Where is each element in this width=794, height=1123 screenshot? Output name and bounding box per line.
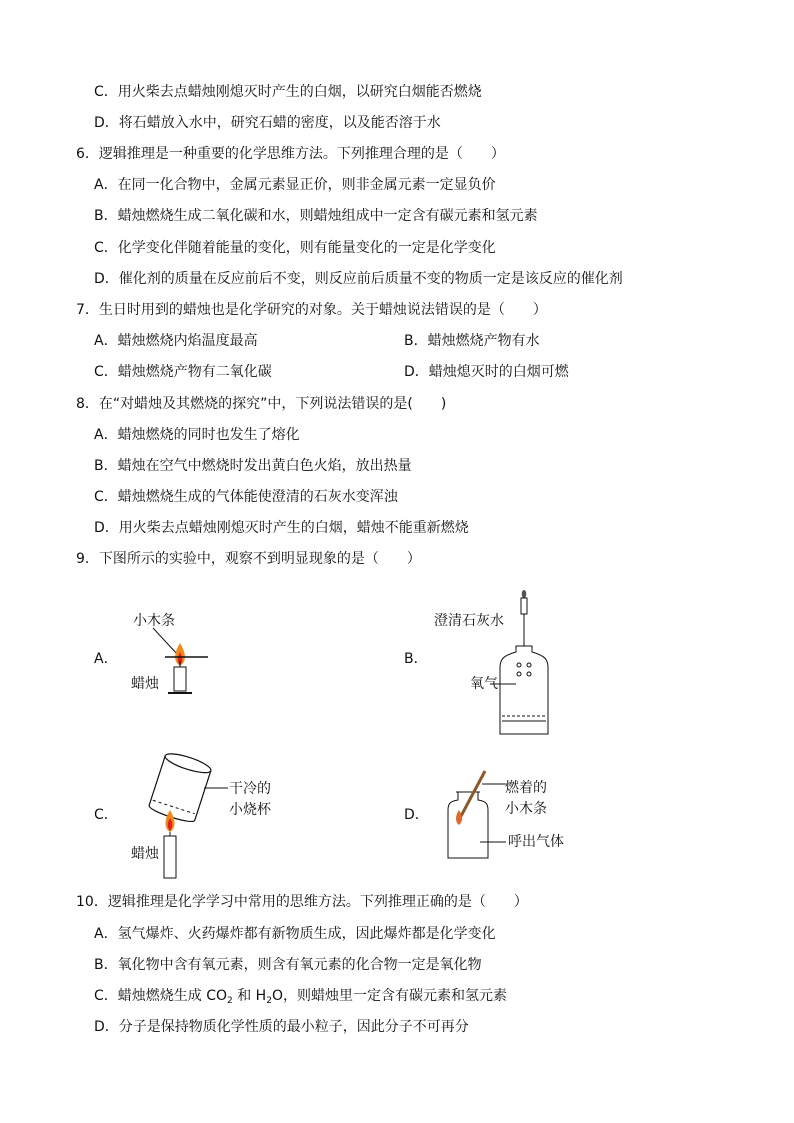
fig-c-candle-label: 蜡烛 [131,846,159,862]
q8-option-b: B．蜡烛在空气中燃烧时发出黄白色火焰，放出热量 [94,458,412,474]
fig-b-oxygen-label: 氧气 [470,676,498,692]
q6-option-c: C．化学变化伴随着能量的变化，则有能量变化的一定是化学变化 [94,240,496,256]
q6-option-a: A．在同一化合物中，金属元素显正价，则非金属元素一定显负价 [94,177,496,193]
fig-a-stick-label: 小木条 [133,613,175,629]
q10-option-b: B．氧化物中含有氧元素，则含有氧元素的化合物一定是氧化物 [94,957,482,973]
question-9: 9．下图所示的实验中，观察不到明显现象的是（ ） [76,551,421,567]
question-7: 7．生日时用到的蜡烛也是化学研究的对象。关于蜡烛说法错误的是（ ） [76,302,547,318]
q10c-text-post: O，则蜡烛里一定含有碳元素和氢元素 [271,988,507,1004]
q10c-text-mid: 和 H [232,988,267,1004]
q10-option-a: A．氢气爆炸、火药爆炸都有新物质生成，因此爆炸都是化学变化 [94,926,496,942]
question-8: 8．在“对蜡烛及其燃烧的探究”中，下列说法错误的是( ) [76,396,447,412]
q5-option-c: C．用火柴去点蜡烛刚熄灭时产生的白烟，以研究白烟能否燃烧 [94,84,482,100]
fig-d-stick-line1: 燃着的 [505,780,547,796]
q8-option-c: C．蜡烛燃烧生成的气体能使澄清的石灰水变浑浊 [94,489,398,505]
q7-option-a: A．蜡烛燃烧内焰温度最高 [94,333,258,349]
fig-a-candle-label: 蜡烛 [131,676,159,692]
fig-b-limewater-label: 澄清石灰水 [434,613,504,629]
q10c-sub1: 2 [227,996,233,1006]
fig-a-option: A． [94,651,118,667]
q10c-sub2: 2 [266,996,272,1006]
fig-c-cup-line1: 干冷的 [229,781,271,797]
gas-bottle-diagram [490,588,560,738]
q10c-text-pre: C．蜡烛燃烧生成 CO [94,988,228,1004]
q8-option-d: D．用火柴去点蜡烛刚熄灭时产生的白烟，蜡烛不能重新燃烧 [94,520,469,536]
beaker-candle-diagram [140,748,230,880]
candle-stick-diagram [150,625,210,700]
fig-d-option: D． [404,807,429,823]
q6-option-b: B．蜡烛燃烧生成二氧化碳和水，则蜡烛组成中一定含有碳元素和氢元素 [94,208,538,224]
fig-b-option: B． [404,651,428,667]
fig-d-stick-line2: 小木条 [505,801,547,817]
q10-option-d: D．分子是保持物质化学性质的最小粒子，因此分子不可再分 [94,1019,469,1035]
q6-option-d: D．催化剂的质量在反应前后不变，则反应前后质量不变的物质一定是该反应的催化剂 [94,271,623,287]
fig-c-option: C． [94,807,118,823]
q8-option-a: A．蜡烛燃烧的同时也发生了熔化 [94,427,300,443]
bottle-stick-diagram [440,768,510,863]
fig-d-gas-label: 呼出气体 [508,834,564,850]
q7-option-b: B．蜡烛燃烧产物有水 [404,333,540,349]
question-10: 10．逻辑推理是化学学习中常用的思维方法。下列推理正确的是（ ） [76,894,528,910]
q7-option-d: D．蜡烛熄灭时的白烟可燃 [404,364,569,380]
q10-option-c [94,987,507,1010]
q7-option-c: C．蜡烛燃烧产物有二氧化碳 [94,364,272,380]
question-6: 6．逻辑推理是一种重要的化学思维方法。下列推理合理的是（ ） [76,146,505,162]
q5-option-d: D．将石蜡放入水中，研究石蜡的密度，以及能否溶于水 [94,115,441,131]
fig-c-cup-line2: 小烧杯 [229,802,271,818]
